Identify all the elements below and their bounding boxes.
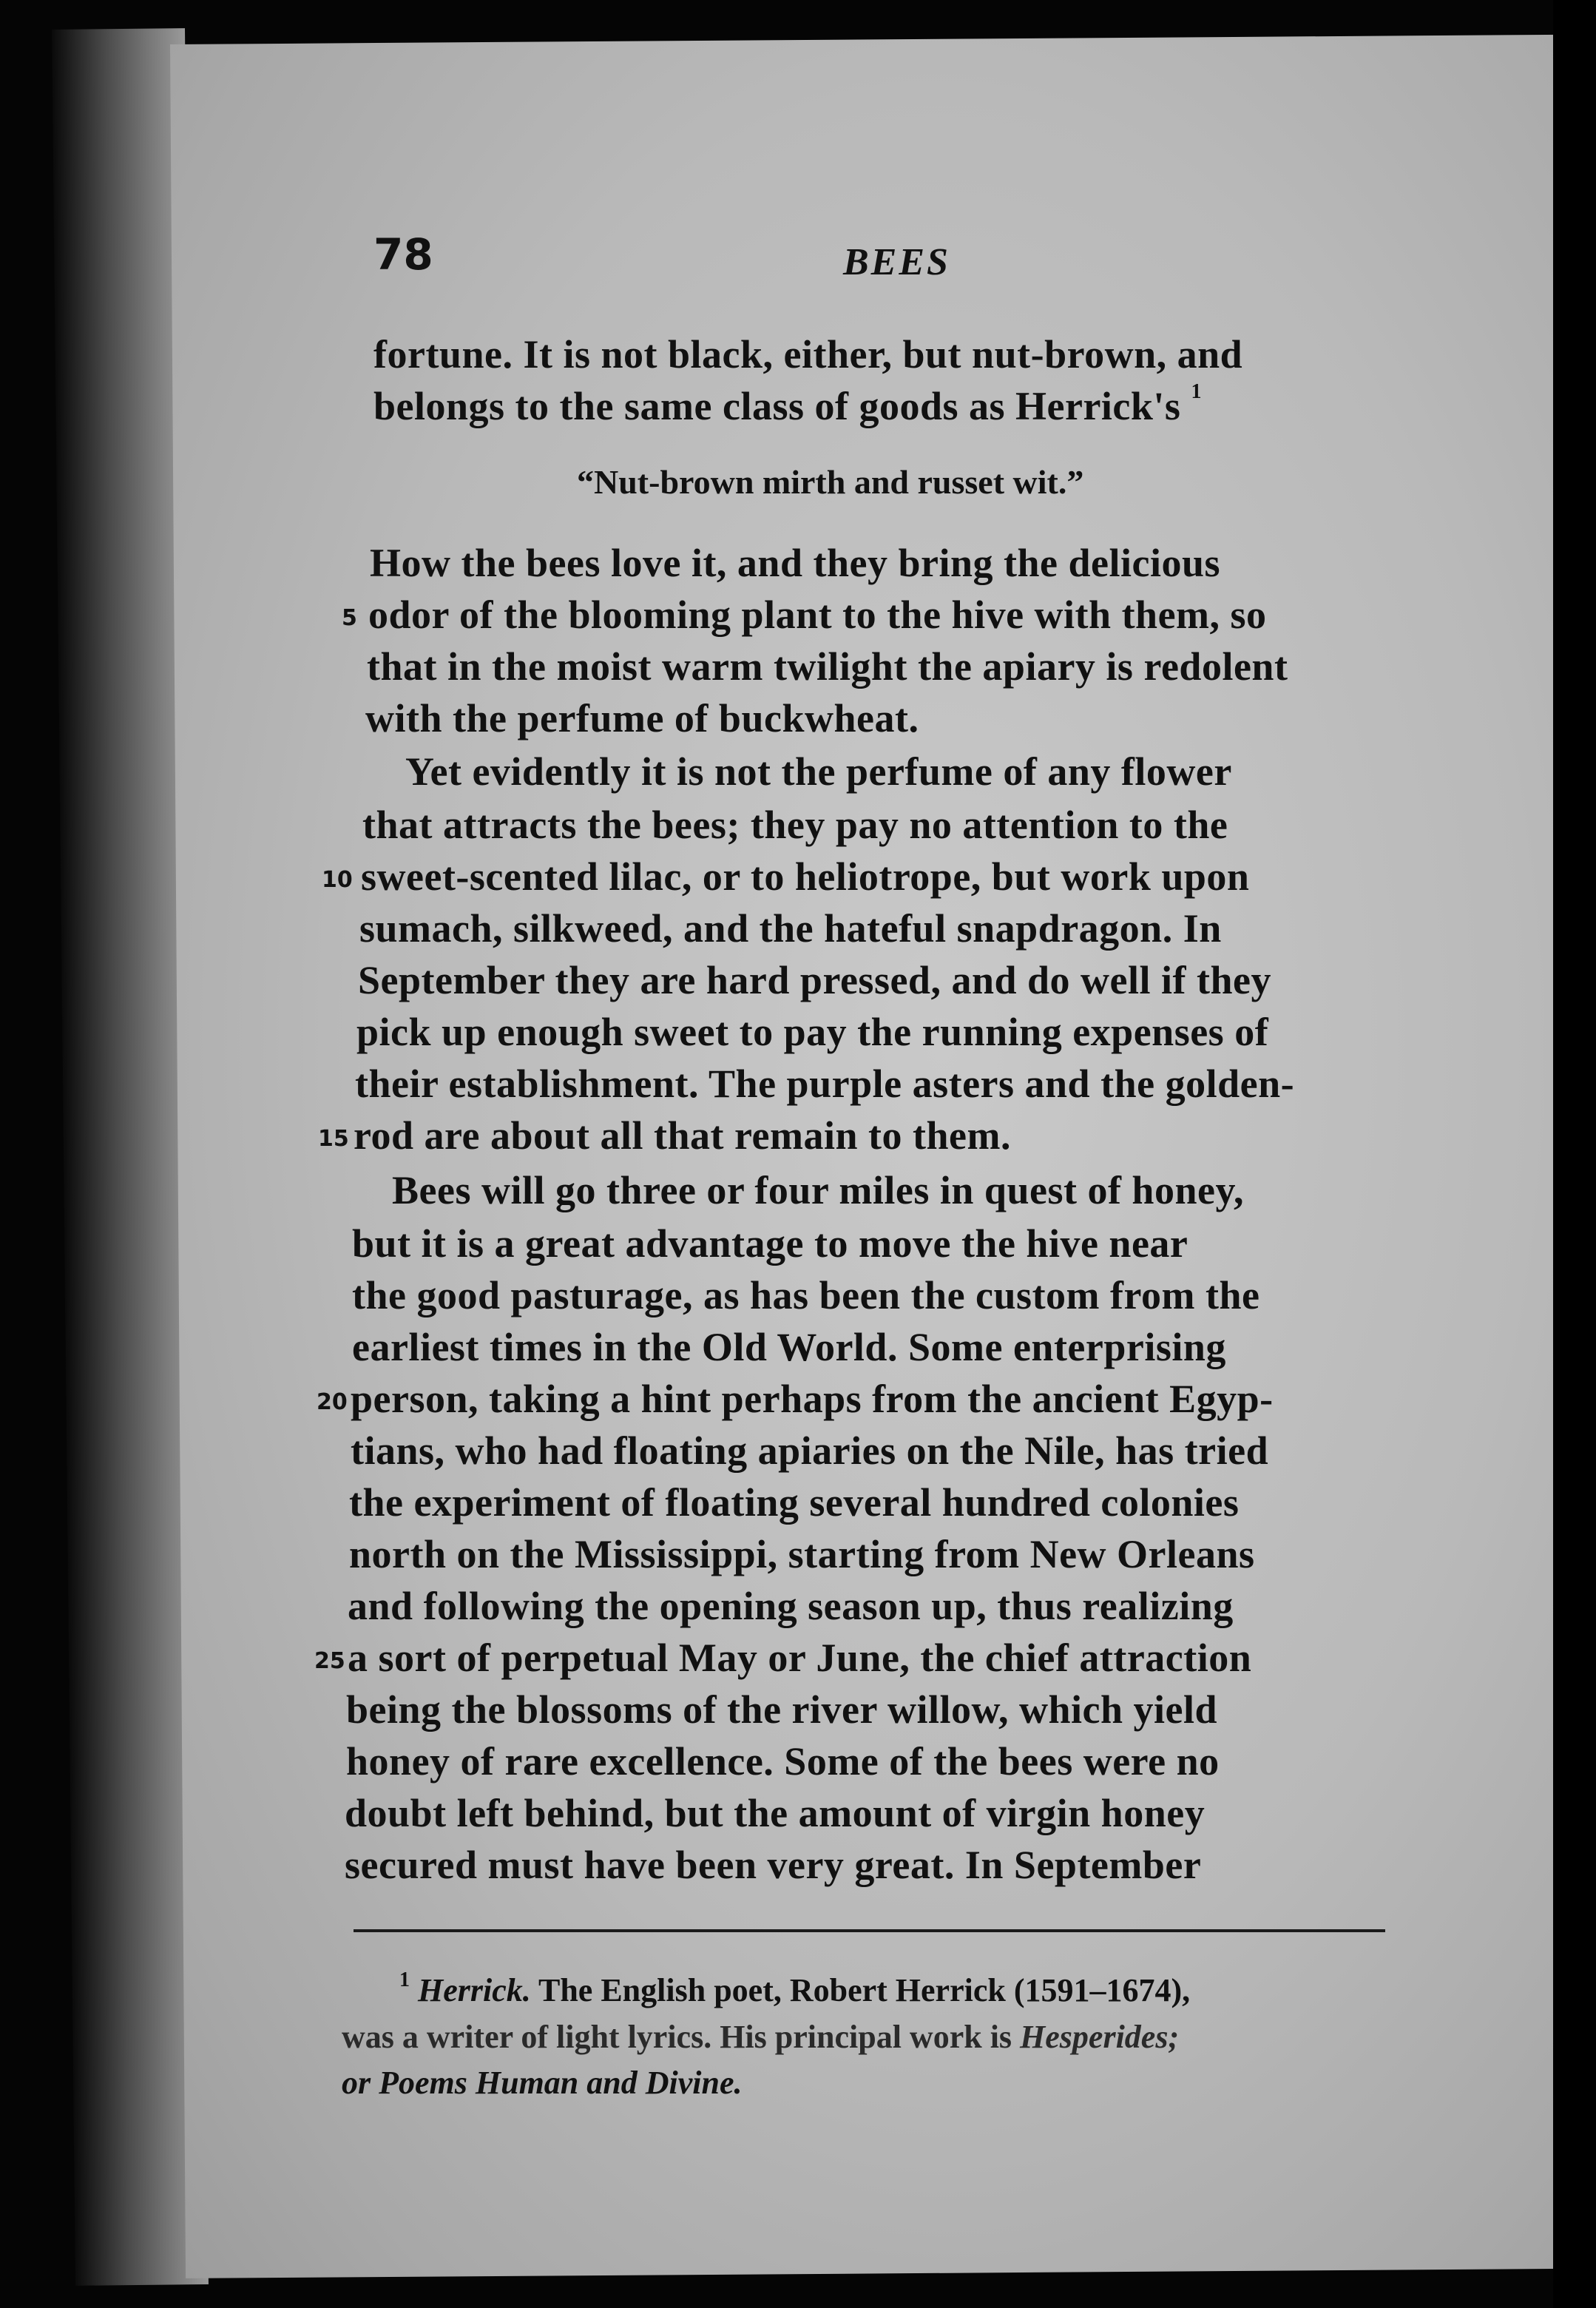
footnote-line xyxy=(342,2018,1179,2056)
body-line: Bees will go three or four miles in quest of honey, xyxy=(392,1168,1244,1212)
body-line: pick up enough sweet to pay the running expenses of xyxy=(356,1010,1269,1054)
body-line-text: belongs to the same class of goods as Herrick's xyxy=(373,384,1181,428)
body-line: Yet evidently it is not the perfume of any flower xyxy=(405,749,1232,794)
body-line: but it is a great advantage to move the hive near xyxy=(352,1221,1188,1266)
footnote-rule xyxy=(354,1929,1385,1932)
scan-right-border xyxy=(1553,0,1596,2308)
footnote-line xyxy=(399,1968,1191,2009)
body-line: the good pasturage, as has been the custom from the xyxy=(352,1273,1260,1317)
line-number: 10 xyxy=(322,867,353,893)
footnote-term: Herrick. xyxy=(418,1972,531,2008)
body-line: tians, who had floating apiaries on the Nile, has tried xyxy=(351,1428,1269,1473)
body-line: September they are hard pressed, and do well if they xyxy=(358,958,1271,1002)
body-line: with the perfume of buckwheat. xyxy=(365,696,919,740)
footnote-text: was a writer of light lyrics. His principal work is xyxy=(342,2019,1012,2055)
body-line: being the blossoms of the river willow, which yield xyxy=(346,1687,1218,1732)
body-line: the experiment of floating several hundred colonies xyxy=(349,1480,1240,1525)
footnote-title: or Poems Human and Divine. xyxy=(342,2065,743,2101)
page-number: 78 xyxy=(373,229,433,280)
running-head: BEES xyxy=(843,241,950,283)
body-line: sumach, silkweed, and the hateful snapdragon. In xyxy=(359,906,1222,951)
footnote-text: The English poet, Robert Herrick (1591–1674), xyxy=(538,1972,1191,2008)
line-number: 5 xyxy=(342,605,357,631)
body-line: sweet-scented lilac, or to heliotrope, but work upon xyxy=(361,854,1250,899)
body-line: their establishment. The purple asters and the golden- xyxy=(355,1062,1295,1106)
body-line: rod are about all that remain to them. xyxy=(354,1113,1011,1158)
body-line xyxy=(373,380,1202,429)
body-line: secured must have been very great. In September xyxy=(345,1843,1202,1887)
line-number: 15 xyxy=(318,1126,349,1152)
body-line: How the bees love it, and they bring the delicious xyxy=(370,541,1221,585)
body-line: honey of rare excellence. Some of the bees were no xyxy=(346,1739,1220,1784)
footnote-line xyxy=(342,2064,743,2102)
footnote-title: Hesperides; xyxy=(1020,2019,1180,2055)
footnote-number: 1 xyxy=(399,1968,410,1991)
body-line: odor of the blooming plant to the hive with them, so xyxy=(368,593,1267,637)
body-line: earliest times in the Old World. Some enterprising xyxy=(352,1325,1226,1369)
body-line: a sort of perpetual May or June, the chief attraction xyxy=(348,1636,1252,1680)
line-number: 20 xyxy=(317,1389,348,1415)
quotation: “Nut-brown mirth and russet wit.” xyxy=(577,463,1084,501)
body-line: north on the Mississippi, starting from New Orleans xyxy=(349,1532,1255,1576)
body-line: that in the moist warm twilight the apiary is redolent xyxy=(367,644,1288,689)
line-number: 25 xyxy=(314,1648,345,1674)
body-line: fortune. It is not black, either, but nut-brown, and xyxy=(373,332,1243,377)
body-line: and following the opening season up, thus realizing xyxy=(348,1584,1234,1628)
body-line: that attracts the bees; they pay no attention to the xyxy=(362,803,1228,847)
footnote-marker: 1 xyxy=(1191,380,1202,403)
body-line: person, taking a hint perhaps from the ancient Egyp- xyxy=(351,1377,1274,1421)
body-line: doubt left behind, but the amount of virgin honey xyxy=(345,1791,1206,1835)
